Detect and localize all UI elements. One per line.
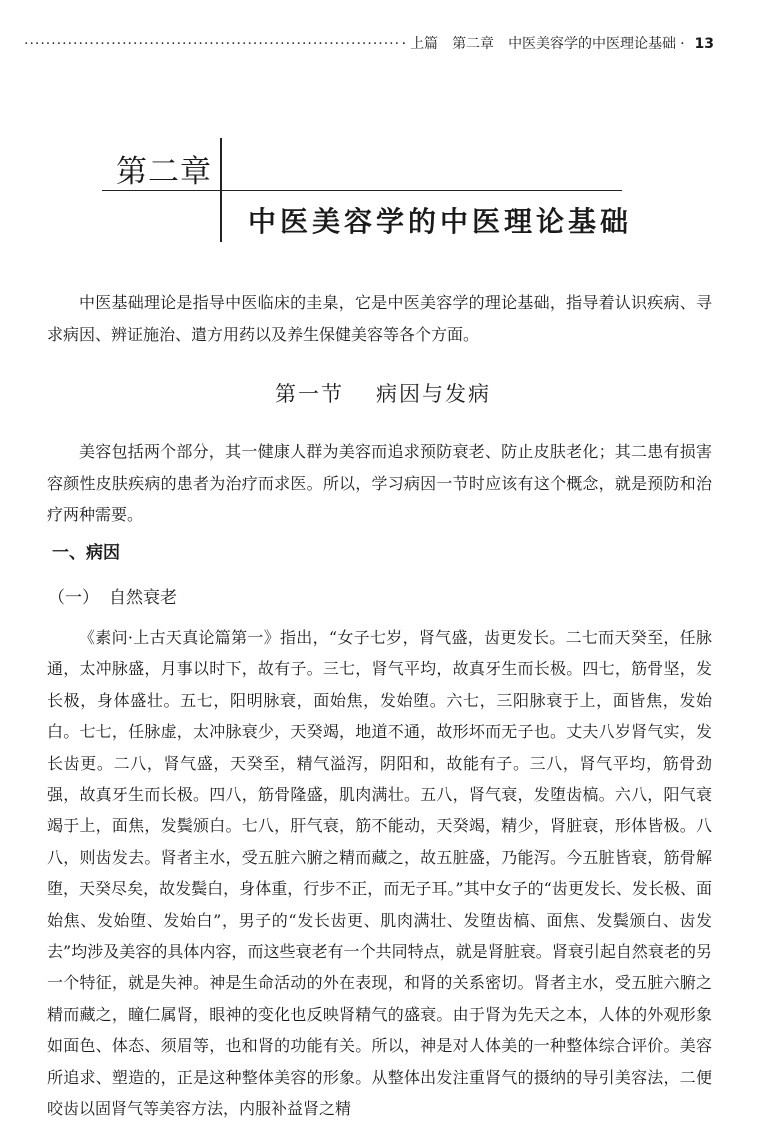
heading-cause: 一、病因 <box>52 543 120 563</box>
running-header <box>24 33 714 53</box>
header-chapter: 第二章 <box>452 36 495 52</box>
chapter-title: 中医美容学的中医理论基础 <box>248 205 633 238</box>
section-heading <box>0 378 766 408</box>
page-number: 13 <box>694 36 714 52</box>
subheading-title: 自然衰老 <box>109 588 177 608</box>
chapter-number: 第二章 <box>116 154 212 190</box>
subheading-number: （一） <box>48 588 99 608</box>
intro-paragraph: 中医基础理论是指导中医临床的圭臬，它是中医美容学的理论基础，指导着认识疾病、寻求病因、辨证施治、遣方用药以及养生保健美容等各个方面。 <box>47 293 712 344</box>
leader-dots <box>24 36 398 52</box>
header-bullet: · <box>401 36 407 52</box>
beauty-paragraph: 美容包括两个部分，其一健康人群为美容而追求预防衰老、防止皮肤老化；其二患有损害容颜性皮肤疾病的患者为治疗而求医。所以，学习病因一节时应该有这个概念，就是预防和治疗两种需要。 <box>47 442 712 524</box>
chapter-heading-block <box>102 138 632 243</box>
section-title: 病因与发病 <box>376 382 491 406</box>
header-part: 上篇 <box>410 36 439 52</box>
header-chapter-title: 中医美容学的中医理论基础 <box>508 36 677 52</box>
suwen-paragraph: 《素问·上古天真论篇第一》指出，“女子七岁，肾气盛，齿更发长。二七而天癸至，任脉通，太冲脉盛，月事以时下，故有子。三七，肾气平均，故真牙生而长极。四七，筋骨坚，发长极，身体盛壮。五七，阳明脉衰，面始焦，发始堕。六七，三阳脉衰于上，面皆焦，发始白。七七，任脉虚，太冲脉衰少，天癸竭，地道不通，故形坏而无子也。丈夫八岁肾气实，发长齿更。二八，肾气盛，天癸至，精气溢泻，阴阳和，故能有子。三八，肾气平均，筋骨劲强，故真牙生而长极。四八，筋骨隆盛，肌肉满壮。五八，肾气衰，发堕齿槁。六八，阳气衰竭于上，面焦，发鬓颁白。七八，肝气衰，筋不能动，天癸竭，精少，肾脏衰，形体皆极。八八，则齿发去。肾者主水，受五脏六腑之精而藏之，故五脏盛，乃能泻。今五脏皆衰，筋骨解堕，天癸尽矣，故发鬓白，身体重，行步不正，而无子耳。”其中女子的“齿更发长、发长极、面始焦、发始堕、发始白”，男子的“发长齿更、肌肉满壮、发堕齿槁、面焦、发鬓颁白、齿发去”均涉及美容的具体内容，而这些衰老有一个共同特点，就是肾脏衰。肾衰引起自然衰老的另一个特征，就是失神。神是生命活动的外在表现，和肾的关系密切。肾者主水，受五脏六腑之精而藏之，瞳仁属肾，眼神的变化也反映肾精气的盛衰。由于肾为先天之本，人体的外观形象如面色、体态、须眉等，也和肾的功能有关。所以，神是对人体美的一种整体综合评价。美容所追求、塑造的，正是这种整体美容的形象。从整体出发注重肾气的摄纳的导引美容法，二便咬齿以固肾气等美容方法，内服补益肾之精 <box>47 628 712 1119</box>
section-number: 第一节 <box>275 382 344 406</box>
subheading-natural-aging <box>48 583 177 608</box>
header-bullet: · <box>680 36 685 52</box>
